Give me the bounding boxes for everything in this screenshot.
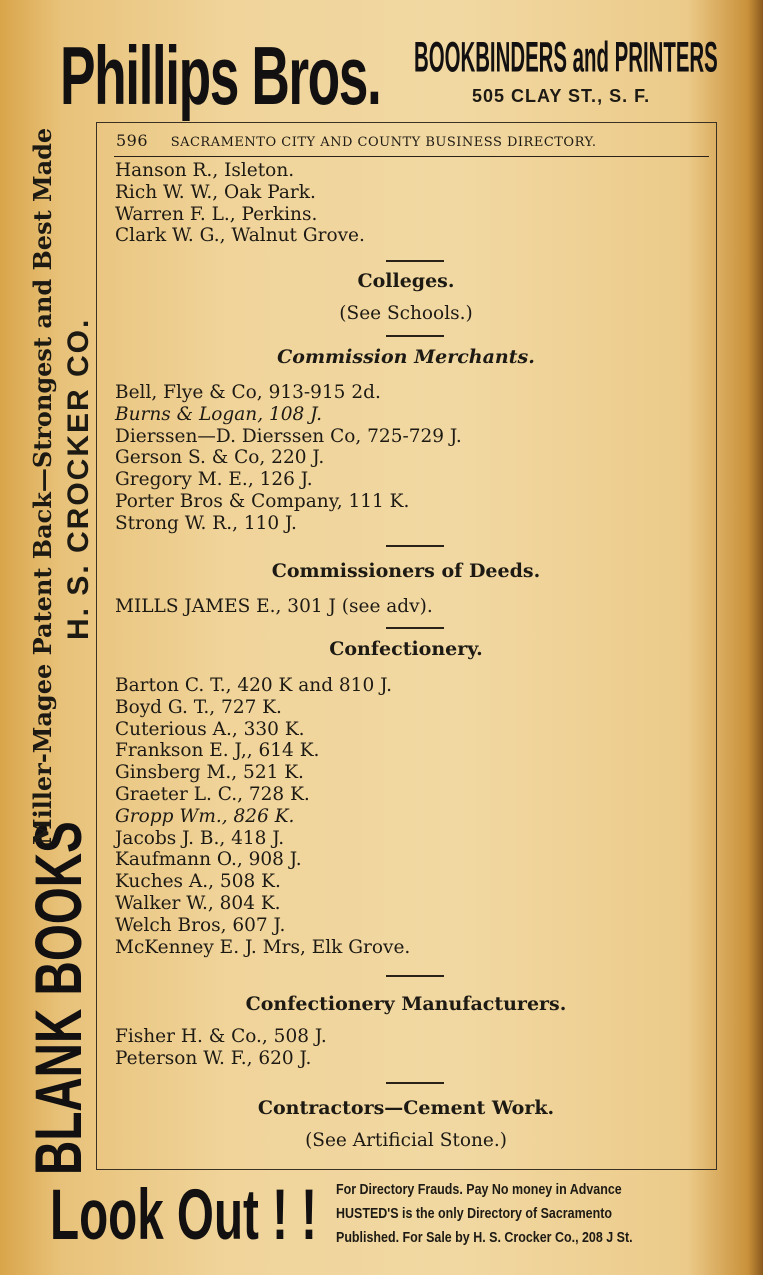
sidebar-miller-magee: Miller-Magee Patent Back—Strongest and Best Made	[28, 127, 57, 845]
sidebar-crocker: H. S. CROCKER CO.	[62, 317, 95, 640]
list-item: Ginsberg M., 521 K.	[115, 762, 304, 784]
section-divider	[386, 545, 444, 547]
list-item: Porter Bros & Company, 111 K.	[115, 490, 410, 512]
header-rule	[114, 156, 709, 157]
section-divider	[386, 260, 444, 262]
list-item: Rich W. W., Oak Park.	[115, 181, 316, 203]
list-item: Jacobs J. B., 418 J.	[115, 827, 285, 849]
list-item: McKenney E. J. Mrs, Elk Grove.	[115, 936, 411, 958]
section-heading-commissioners-of-deeds: Commissioners of Deeds.	[271, 560, 541, 582]
footer-line: Published. For Sale by H. S. Crocker Co., 208 J St.	[336, 1230, 633, 1246]
footer-notice	[336, 1178, 633, 1250]
commission-merchants-list	[115, 382, 462, 535]
list-item: Frankson E. J,, 614 K.	[115, 740, 320, 762]
header-address: 505 CLAY ST., S. F.	[472, 86, 651, 106]
list-item: Kaufmann O., 908 J.	[115, 849, 302, 871]
list-item: Hanson R., Isleton.	[115, 160, 295, 181]
section-divider	[386, 335, 444, 337]
top-entries	[115, 160, 365, 247]
list-item: Welch Bros, 607 J.	[115, 914, 286, 936]
section-heading-commission-merchants: Commission Merchants.	[277, 346, 535, 368]
list-item: Dierssen—D. Dierssen Co, 725-729 J.	[115, 425, 462, 447]
list-item: Strong W. R., 110 J.	[115, 512, 297, 534]
list-item: Peterson W. F., 620 J.	[115, 1047, 312, 1069]
list-item: MILLS JAMES E., 301 J (see adv).	[115, 596, 433, 617]
list-item: Bell, Flye & Co, 913-915 2d.	[115, 382, 381, 403]
confectionery-manufacturers-list	[115, 1026, 327, 1070]
colleges-note: (See Schools.)	[339, 303, 473, 324]
section-heading-contractors: Contractors—Cement Work.	[257, 1097, 555, 1119]
list-item: Gerson S. & Co, 220 J.	[115, 447, 325, 469]
page-number: 596	[116, 131, 149, 150]
list-item: Kuches A., 508 K.	[115, 871, 281, 893]
list-item: Burns & Logan, 108 J.	[115, 403, 323, 425]
footer-line: HUSTED'S is the only Directory of Sacramento	[336, 1206, 612, 1222]
section-heading-confectionery: Confectionery.	[329, 638, 483, 660]
running-head	[116, 131, 597, 150]
list-item: Fisher H. & Co., 508 J.	[115, 1026, 327, 1047]
header-subtitle: BOOKBINDERS and PRINTERS	[414, 34, 718, 82]
footer-look-out: Look Out ! !	[50, 1175, 318, 1255]
running-head-title: SACRAMENTO CITY AND COUNTY BUSINESS DIRECTORY.	[170, 135, 597, 150]
section-divider	[386, 1082, 444, 1084]
section-divider	[386, 975, 444, 977]
list-item: Warren F. L., Perkins.	[115, 203, 318, 225]
contractors-note: (See Artificial Stone.)	[305, 1130, 507, 1151]
section-heading-confectionery-manufacturers: Confectionery Manufacturers.	[245, 993, 567, 1015]
section-divider	[386, 627, 444, 629]
list-item: Barton C. T., 420 K and 810 J.	[115, 675, 392, 696]
list-item: Gropp Wm., 826 K.	[115, 805, 295, 827]
confectionery-list	[115, 675, 410, 958]
footer-line: For Directory Frauds. Pay No money in Advance	[336, 1182, 622, 1198]
list-item: Clark W. G., Walnut Grove.	[115, 225, 365, 247]
commissioners-of-deeds-list	[115, 596, 433, 618]
header-title: Phillips Bros.	[60, 29, 381, 123]
list-item: Boyd G. T., 727 K.	[115, 696, 282, 718]
list-item: Walker W., 804 K.	[115, 892, 281, 914]
list-item: Gregory M. E., 126 J.	[115, 469, 313, 491]
list-item: Graeter L. C., 728 K.	[115, 783, 310, 805]
list-item: Cuterious A., 330 K.	[115, 718, 305, 740]
sidebar-blank-books: BLANK BOOKS	[21, 821, 95, 1175]
section-heading-colleges: Colleges.	[357, 270, 455, 292]
